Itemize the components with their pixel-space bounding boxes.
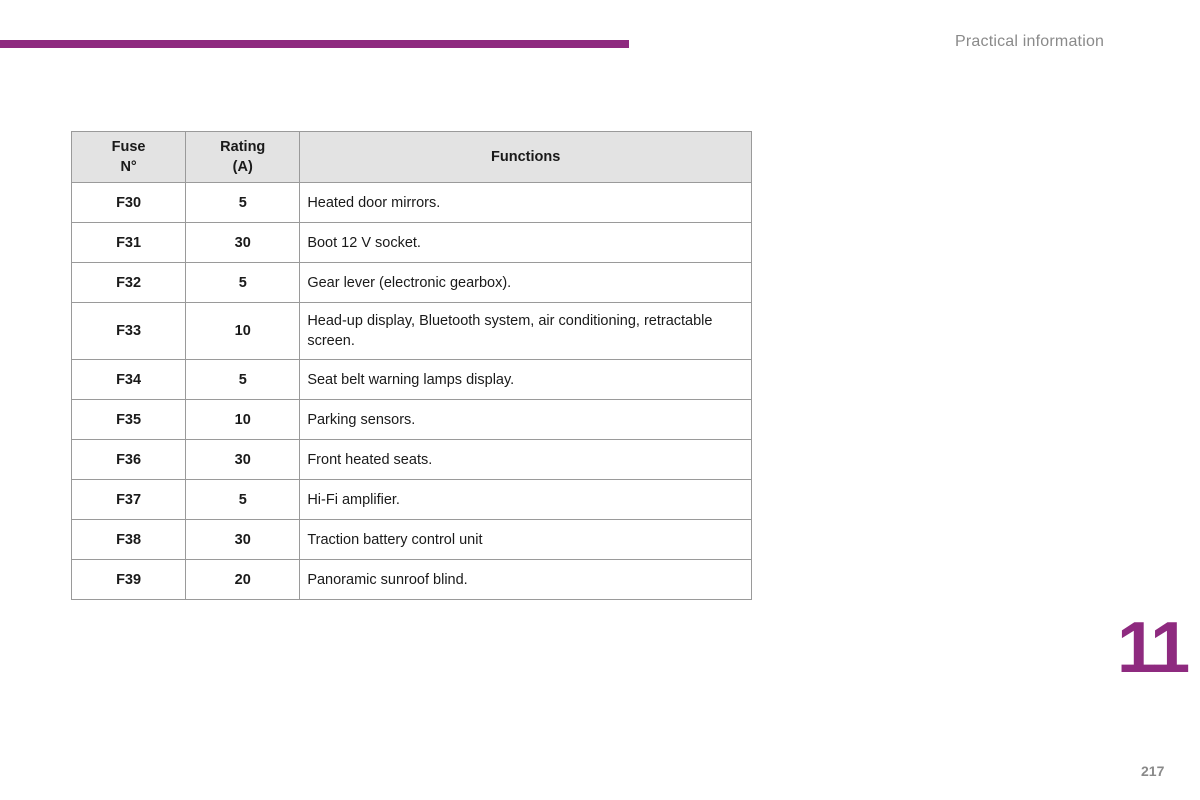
section-title: Practical information xyxy=(955,33,1105,50)
table-row xyxy=(72,360,752,400)
rating-cell: 5 xyxy=(186,360,300,400)
table-row xyxy=(72,520,752,560)
fuse-number-cell: F35 xyxy=(72,400,186,440)
header-functions: Functions xyxy=(300,132,752,183)
rating-cell: 10 xyxy=(186,303,300,360)
header-rating-line-2: (A) xyxy=(232,159,253,175)
function-cell: Hi-Fi amplifier. xyxy=(300,480,752,520)
table-row xyxy=(72,223,752,263)
header-rating xyxy=(186,132,300,183)
fuse-number-cell: F32 xyxy=(72,263,186,303)
header-rating-line-1: Rating xyxy=(220,139,266,155)
function-cell: Heated door mirrors. xyxy=(300,183,752,223)
table-row xyxy=(72,560,752,600)
header-fuse-line-1: Fuse xyxy=(111,139,146,155)
rating-cell: 5 xyxy=(186,480,300,520)
function-cell: Panoramic sunroof blind. xyxy=(300,560,752,600)
rating-cell: 20 xyxy=(186,560,300,600)
rating-cell: 5 xyxy=(186,183,300,223)
function-cell: Boot 12 V socket. xyxy=(300,223,752,263)
fuse-number-cell: F34 xyxy=(72,360,186,400)
table-row xyxy=(72,183,752,223)
table-row xyxy=(72,303,752,360)
function-cell: Parking sensors. xyxy=(300,400,752,440)
fuse-number-cell: F37 xyxy=(72,480,186,520)
function-cell: Head-up display, Bluetooth system, air conditioning, retractable screen. xyxy=(300,303,752,360)
fuse-number-cell: F31 xyxy=(72,223,186,263)
rating-cell: 30 xyxy=(186,440,300,480)
table-row xyxy=(72,480,752,520)
function-cell: Gear lever (electronic gearbox). xyxy=(300,263,752,303)
fuse-number-cell: F39 xyxy=(72,560,186,600)
rating-cell: 30 xyxy=(186,223,300,263)
page-number: 217 xyxy=(1141,763,1165,779)
fuse-number-cell: F33 xyxy=(72,303,186,360)
table-row xyxy=(72,400,752,440)
function-cell: Traction battery control unit xyxy=(300,520,752,560)
header-fuse-line-2: N° xyxy=(120,159,137,175)
chapter-number: 11 xyxy=(1117,608,1188,688)
fuse-number-cell: F38 xyxy=(72,520,186,560)
table-header-row xyxy=(72,132,752,183)
rating-cell: 10 xyxy=(186,400,300,440)
table-row xyxy=(72,440,752,480)
table-row xyxy=(72,263,752,303)
fuse-table xyxy=(71,131,752,600)
function-cell: Seat belt warning lamps display. xyxy=(300,360,752,400)
function-cell: Front heated seats. xyxy=(300,440,752,480)
fuse-number-cell: F36 xyxy=(72,440,186,480)
rating-cell: 5 xyxy=(186,263,300,303)
header-fuse-number xyxy=(72,132,186,183)
rating-cell: 30 xyxy=(186,520,300,560)
fuse-number-cell: F30 xyxy=(72,183,186,223)
header-accent-bar xyxy=(0,40,629,48)
